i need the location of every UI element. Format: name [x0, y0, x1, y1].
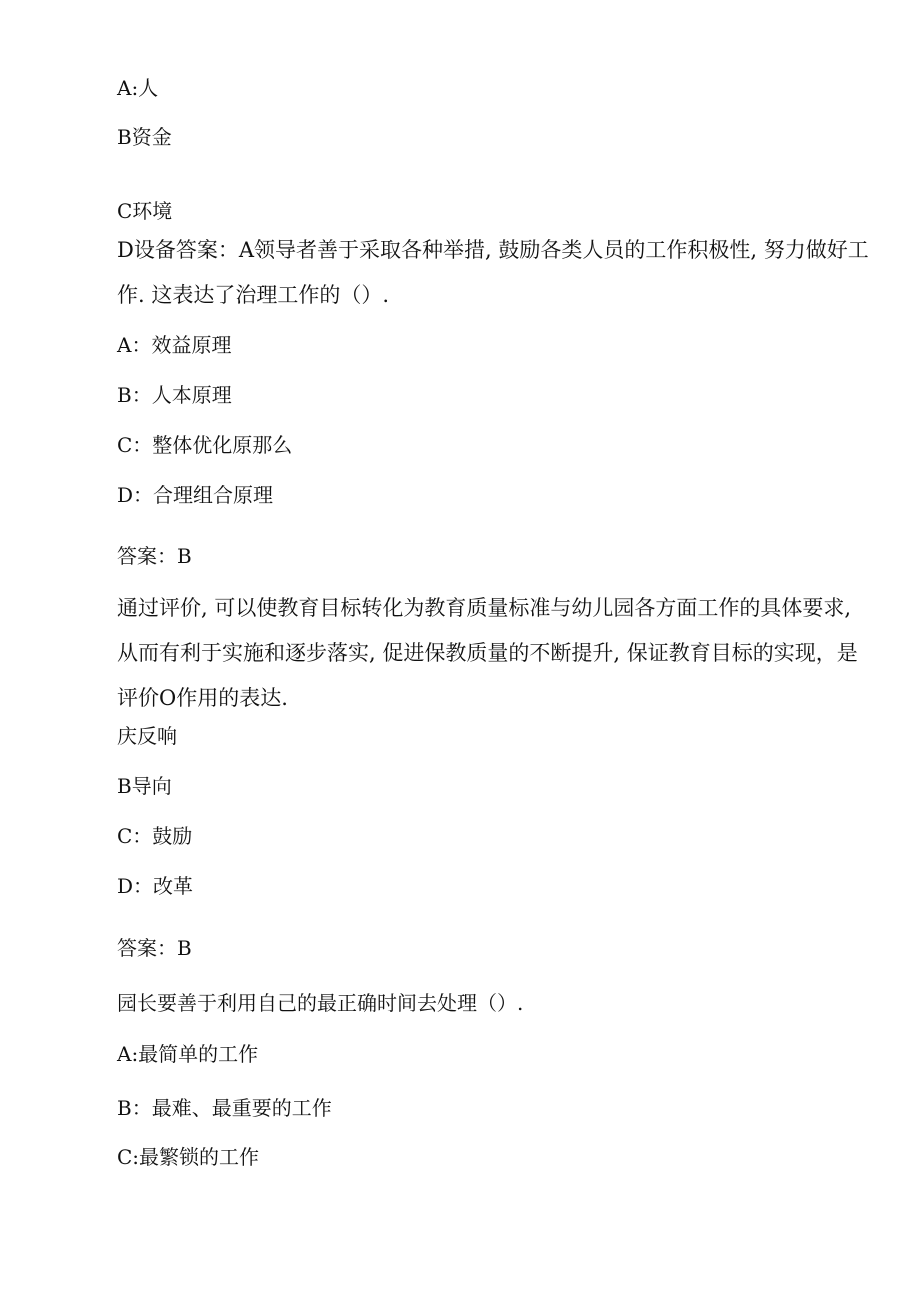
option-a-jiandan: A:最简单的工作 — [117, 1042, 259, 1066]
option-b-zijin: B资金 — [117, 125, 172, 149]
question-time-text: 园长要善于利用自己的最正确时间去处理（）. — [117, 991, 524, 1015]
option-c-huanjing: C环境 — [117, 199, 173, 223]
option-d-gaige: D：改革 — [117, 874, 194, 898]
option-c-zhengti: C：整体优化原那么 — [117, 433, 293, 457]
option-a-xiaoyi: A：效益原理 — [117, 333, 232, 357]
question-leadership-text: D设备答案：A领导者善于采取各种举措, 鼓励各类人员的工作积极性, 努力做好工作. 这表达了治理工作的（）. — [117, 238, 869, 307]
option-b-zuinan: B：最难、最重要的工作 — [117, 1096, 332, 1120]
option-c-fansuo: C:最繁锁的工作 — [117, 1145, 260, 1169]
answer-1: 答案：B — [117, 544, 192, 568]
option-c-guli: C：鼓励 — [117, 824, 193, 848]
option-d-heli: D：合理组合原理 — [117, 483, 274, 507]
question-evaluation-text: 通过评价, 可以使教育目标转化为教育质量标准与幼儿园各方面工作的具体要求, 从而有利于实施和逐步落实, 促进保教质量的不断提升, 保证教育目标的实现，是评价O作用的表达. — [117, 596, 858, 710]
option-a-ren: A:人 — [117, 76, 159, 100]
option-b-renben: B：人本原理 — [117, 383, 232, 407]
option-a-fanxiang: 庆反响 — [117, 724, 177, 748]
option-b-daoxiang: B导向 — [117, 774, 172, 798]
answer-2: 答案：B — [117, 936, 192, 960]
